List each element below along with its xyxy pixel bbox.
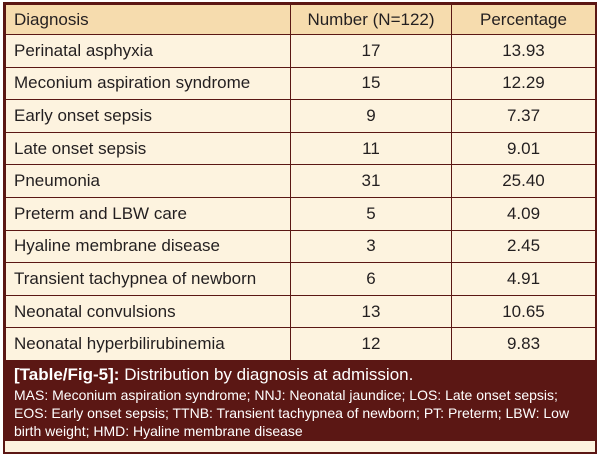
header-percentage: Percentage	[452, 5, 596, 35]
cell-diagnosis: Neonatal hyperbilirubinemia	[6, 328, 291, 361]
cell-percentage: 9.83	[452, 328, 596, 361]
cell-percentage: 4.91	[452, 263, 596, 296]
cell-number: 12	[291, 328, 452, 361]
cell-percentage: 7.37	[452, 100, 596, 133]
diagnosis-table	[5, 4, 596, 361]
table-row	[6, 165, 596, 198]
cell-percentage: 9.01	[452, 132, 596, 165]
header-row	[6, 5, 596, 35]
table-figure	[3, 2, 597, 454]
cell-number: 11	[291, 132, 452, 165]
cell-diagnosis: Preterm and LBW care	[6, 197, 291, 230]
table-row	[6, 100, 596, 133]
table-caption	[5, 361, 595, 441]
cell-diagnosis: Transient tachypnea of newborn	[6, 263, 291, 296]
table-row	[6, 35, 596, 68]
table-row	[6, 132, 596, 165]
cell-percentage: 2.45	[452, 230, 596, 263]
cell-diagnosis: Late onset sepsis	[6, 132, 291, 165]
cell-diagnosis: Meconium aspiration syndrome	[6, 67, 291, 100]
table-row	[6, 263, 596, 296]
cell-percentage: 12.29	[452, 67, 596, 100]
cell-number: 13	[291, 295, 452, 328]
cell-number: 6	[291, 263, 452, 296]
cell-diagnosis: Early onset sepsis	[6, 100, 291, 133]
cell-diagnosis: Hyaline membrane disease	[6, 230, 291, 263]
header-diagnosis: Diagnosis	[6, 5, 291, 35]
cell-number: 3	[291, 230, 452, 263]
cell-number: 17	[291, 35, 452, 68]
cell-diagnosis: Neonatal convulsions	[6, 295, 291, 328]
cell-percentage: 10.65	[452, 295, 596, 328]
cell-number: 15	[291, 67, 452, 100]
table-row	[6, 197, 596, 230]
table-row	[6, 67, 596, 100]
caption-abbreviations: MAS: Meconium aspiration syndrome; NNJ: Neonatal jaundice; LOS: Late onset sepsis; EOS: Early onset sepsis; TTNB: Transient tachypnea of newborn; PT: Preterm; LBW: Low birth weight; HMD: Hyaline membrane disease	[14, 386, 570, 439]
caption-title: Distribution by diagnosis at admission.	[124, 364, 414, 384]
cell-diagnosis: Pneumonia	[6, 165, 291, 198]
table-row	[6, 230, 596, 263]
cell-percentage: 4.09	[452, 197, 596, 230]
cell-number: 9	[291, 100, 452, 133]
table-row	[6, 328, 596, 361]
header-number: Number (N=122)	[291, 5, 452, 35]
cell-percentage: 13.93	[452, 35, 596, 68]
figure-label: [Table/Fig-5]:	[14, 364, 120, 384]
cell-number: 31	[291, 165, 452, 198]
cell-percentage: 25.40	[452, 165, 596, 198]
table-row	[6, 295, 596, 328]
caption-title-line	[14, 365, 586, 385]
cell-diagnosis: Perinatal asphyxia	[6, 35, 291, 68]
cell-number: 5	[291, 197, 452, 230]
